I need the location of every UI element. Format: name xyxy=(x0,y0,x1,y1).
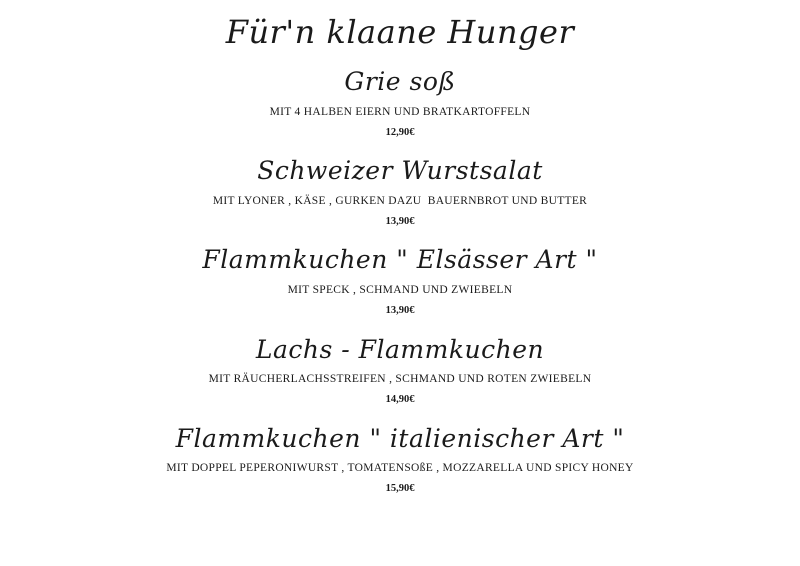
dish-description: MIT LYONER , KÄSE , GURKEN DAZU BAUERNBROT UND BUTTER xyxy=(212,195,588,207)
dish-price: 15,90€ xyxy=(385,483,415,494)
page-title: Für'n klaane Hunger xyxy=(225,13,575,51)
dish-price: 14,90€ xyxy=(385,394,415,405)
dish-description: MIT RÄUCHERLACHSSTREIFEN , SCHMAND UND ROTEN ZWIEBELN xyxy=(208,373,592,385)
dish-description: MIT DOPPEL PEPERONIWURST , TOMATENSOßE , MOZZARELLA UND SPICY HONEY xyxy=(166,462,634,474)
dish-name: Lachs - Flammkuchen xyxy=(255,335,545,364)
dish-name: Flammkuchen " italienischer Art " xyxy=(175,424,625,453)
dish-price: 12,90€ xyxy=(385,127,415,138)
dish-name: Flammkuchen " Elsässer Art " xyxy=(202,245,598,274)
dish-name: Schweizer Wurstsalat xyxy=(257,156,543,185)
dish-name: Grie soß xyxy=(344,67,456,96)
dish-description: MIT SPECK , SCHMAND UND ZWIEBELN xyxy=(287,284,513,296)
dish-description: MIT 4 HALBEN EIERN UND BRATKARTOFFELN xyxy=(269,106,531,118)
dish-price: 13,90€ xyxy=(385,305,415,316)
dish-price: 13,90€ xyxy=(385,216,415,227)
